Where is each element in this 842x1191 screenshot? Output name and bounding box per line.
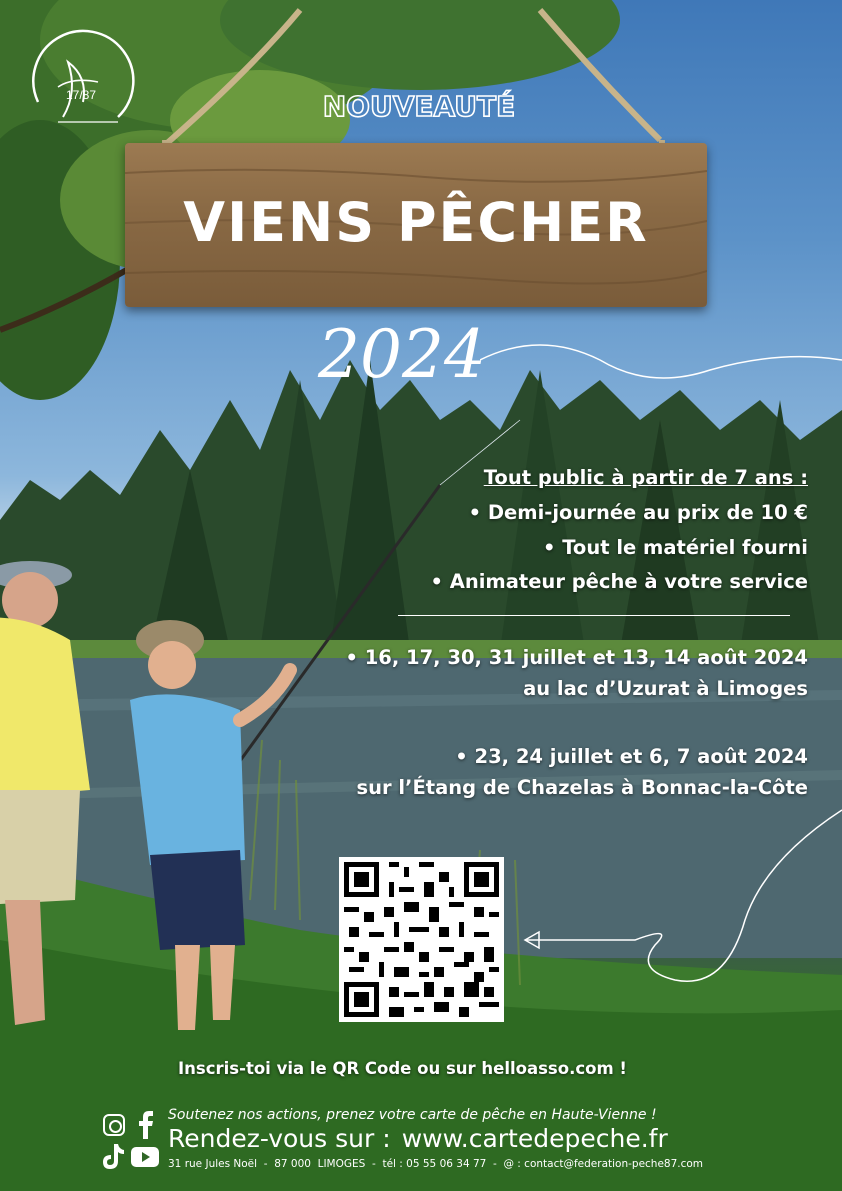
session-2-place: sur l’Étang de Chazelas à Bonnac-la-Côte <box>356 776 808 799</box>
audience-line: Tout public à partir de 7 ans : <box>483 466 808 489</box>
rendezvous-line <box>168 1124 668 1153</box>
bullet-instructor: • Animateur pêche à votre service <box>430 570 808 593</box>
qr-code[interactable] <box>339 857 504 1022</box>
decorative-swirl <box>480 330 842 400</box>
support-text: Soutenez nos actions, prenez votre carte de pêche en Haute-Vienne ! <box>168 1107 657 1123</box>
arrow-to-qr <box>515 800 842 1000</box>
facebook-icon[interactable] <box>136 1111 156 1139</box>
website-link[interactable]: www.cartedepeche.fr <box>401 1124 668 1153</box>
instagram-icon[interactable] <box>103 1114 125 1136</box>
session-2-dates: • 23, 24 juillet et 6, 7 août 2024 <box>455 745 808 768</box>
youtube-icon[interactable] <box>131 1147 159 1167</box>
wooden-sign <box>125 143 707 307</box>
session-1-dates: • 16, 17, 30, 31 juillet et 13, 14 août 2024 <box>345 646 808 669</box>
rendezvous-label: Rendez-vous sur : <box>168 1124 391 1153</box>
bullet-equipment: • Tout le matériel fourni <box>542 536 808 559</box>
sign-title: VIENS PÊCHER <box>183 191 649 254</box>
bullet-price: • Demi-journée au prix de 10 € <box>468 501 808 524</box>
year: 2024 <box>318 316 486 393</box>
signup-cta: Inscris-toi via le QR Code ou sur helloasso.com ! <box>178 1059 627 1078</box>
session-1-place: au lac d’Uzurat à Limoges <box>523 677 808 700</box>
tiktok-icon[interactable] <box>102 1144 124 1170</box>
info-divider <box>398 615 790 616</box>
contact-line: 31 rue Jules Noël - 87 000 LIMOGES - tél : 05 55 06 34 77 - @ : contact@federation-peche87.com <box>168 1158 704 1170</box>
new-badge: NOUVEAUTÉ <box>322 90 516 123</box>
logo-text: 17/87 <box>66 88 97 102</box>
qr-code-image <box>339 857 504 1022</box>
